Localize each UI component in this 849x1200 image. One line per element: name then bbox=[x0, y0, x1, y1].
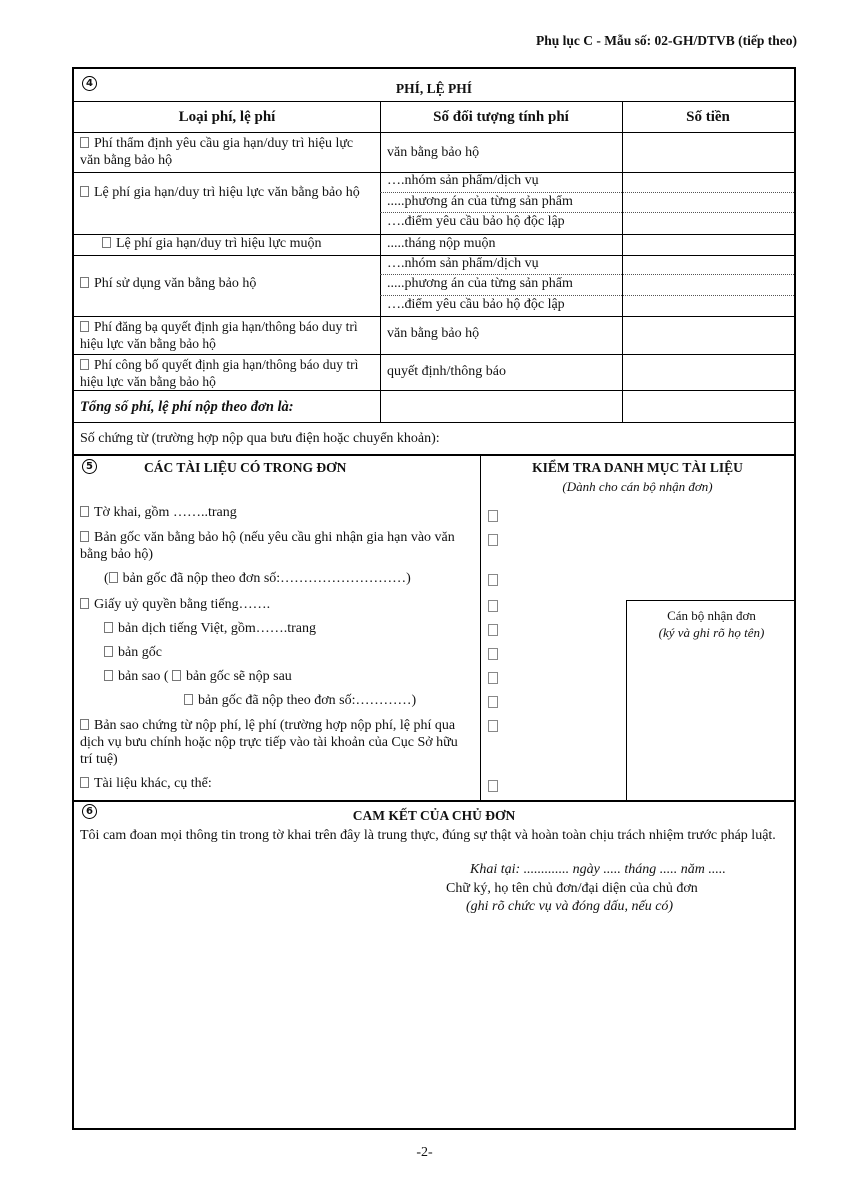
commitment-signature: Chữ ký, họ tên chủ đơn/đại diện của chủ đơn bbox=[446, 881, 698, 896]
officer-note: (ký và ghi rõ họ tên) bbox=[658, 625, 765, 640]
doc-original-submitted: ( bản gốc đã nộp theo đơn số:………………………) bbox=[104, 571, 411, 586]
fee-row-4-count-1: ….nhóm sản phẩm/dịch vụ bbox=[387, 256, 539, 271]
check-receipt-copy-box[interactable] bbox=[488, 720, 498, 737]
doc-original-submitted-checkbox[interactable] bbox=[109, 572, 118, 583]
doc-later-checkbox[interactable] bbox=[172, 670, 181, 681]
fee-row-4: Phí sử dụng văn bằng bảo hộ bbox=[80, 276, 375, 292]
fee-row-5-count: văn bằng bảo hộ bbox=[387, 326, 480, 341]
check-translation-box[interactable] bbox=[488, 624, 498, 641]
doc-original-checkbox[interactable] bbox=[80, 531, 89, 542]
form-frame bbox=[72, 67, 796, 1130]
fees-title: PHÍ, LỆ PHÍ bbox=[395, 81, 473, 96]
doc-translation-checkbox[interactable] bbox=[104, 622, 113, 633]
fee-row-6: Phí công bố quyết định gia hạn/thông báo duy trì hiệu lực văn bằng bảo hộ bbox=[80, 357, 359, 389]
doc-copy: bản sao ( bản gốc sẽ nộp sau bbox=[104, 669, 292, 685]
receipt-number-label: Số chứng từ (trường hợp nộp qua bưu điện hoặc chuyển khoản): bbox=[80, 431, 440, 446]
check-poa-box[interactable] bbox=[488, 600, 498, 617]
col-count-header: Số đối tượng tính phí bbox=[433, 109, 569, 125]
fee-row-2: Lệ phí gia hạn/duy trì hiệu lực văn bằng bảo hộ bbox=[80, 184, 375, 201]
doc-receipt-copy: Bản sao chứng từ nộp phí, lệ phí (trường hợp nộp phí, lệ phí qua dịch vụ bưu chính hoặc nộp trực tiếp vào tài khoản của Cục Sở hữu trí tuệ) bbox=[80, 718, 458, 767]
fee-2-checkbox[interactable] bbox=[80, 186, 89, 197]
doc-translation: bản dịch tiếng Việt, gồm…….trang bbox=[104, 621, 316, 637]
commitment-signature-note: (ghi rõ chức vụ và đóng dấu, nếu có) bbox=[466, 899, 674, 914]
fee-1-checkbox[interactable] bbox=[80, 137, 89, 148]
fee-row-2-count-1: ….nhóm sản phẩm/dịch vụ bbox=[387, 173, 539, 188]
fee-row-4-count-2: .....phương án của từng sản phẩm bbox=[387, 276, 573, 291]
commitment-text: Tôi cam đoan mọi thông tin trong tờ khai trên đây là trung thực, đúng sự thật và hoàn toàn chịu trách nhiệm trước pháp luật. bbox=[80, 828, 776, 843]
documents-title: CÁC TÀI LIỆU CÓ TRONG ĐƠN bbox=[144, 460, 347, 475]
doc-power-of-attorney: Giấy uỷ quyền bằng tiếng……. bbox=[80, 597, 270, 613]
commitment-title: CAM KẾT CỦA CHỦ ĐƠN bbox=[352, 808, 516, 823]
check-filed-box[interactable] bbox=[488, 696, 498, 713]
fee-row-2-count-2: .....phương án của từng sản phẩm bbox=[387, 194, 573, 209]
fee-row-3: Lệ phí gia hạn/duy trì hiệu lực muộn bbox=[102, 236, 377, 252]
section-4-number: 4 bbox=[82, 75, 97, 91]
doc-other-checkbox[interactable] bbox=[80, 777, 89, 788]
doc-original: Bản gốc văn bằng bảo hộ (nếu yêu cầu ghi nhận gia hạn vào văn bằng bảo hộ) bbox=[80, 530, 455, 562]
check-other-box[interactable] bbox=[488, 780, 498, 797]
form-header: Phụ lục C - Mẫu số: 02-GH/DTVB (tiếp theo) bbox=[536, 33, 797, 48]
fee-6-checkbox[interactable] bbox=[80, 359, 89, 370]
section-6-number: 6 bbox=[82, 803, 97, 819]
doc-poa-original-checkbox[interactable] bbox=[104, 646, 113, 657]
doc-copy-checkbox[interactable] bbox=[104, 670, 113, 681]
doc-other: Tài liệu khác, cụ thể: bbox=[80, 776, 212, 792]
fee-row-1: Phí thẩm định yêu cầu gia hạn/duy trì hiệu lực văn bằng bảo hộ bbox=[80, 136, 354, 168]
fee-row-5: Phí đăng bạ quyết định gia hạn/thông báo duy trì hiệu lực văn bằng bảo hộ bbox=[80, 319, 358, 351]
fee-3-checkbox[interactable] bbox=[102, 237, 111, 248]
check-copy-box[interactable] bbox=[488, 672, 498, 689]
fee-row-3-count: .....tháng nộp muộn bbox=[387, 236, 496, 251]
col-fee-type-header: Loại phí, lệ phí bbox=[178, 109, 276, 125]
doc-filed-checkbox[interactable] bbox=[184, 694, 193, 705]
fee-row-1-count: văn bằng bảo hộ bbox=[387, 145, 480, 160]
check-list-subtitle: (Dành cho cán bộ nhận đơn) bbox=[562, 479, 713, 494]
doc-declaration-checkbox[interactable] bbox=[80, 506, 89, 517]
col-amount-header: Số tiền bbox=[686, 109, 730, 125]
check-original-box[interactable] bbox=[488, 534, 498, 551]
doc-filed: bản gốc đã nộp theo đơn số:…………) bbox=[184, 693, 416, 709]
check-declaration-box[interactable] bbox=[488, 510, 498, 527]
page-number: -2- bbox=[416, 1145, 433, 1160]
check-poa-original-box[interactable] bbox=[488, 648, 498, 665]
fee-5-checkbox[interactable] bbox=[80, 321, 89, 332]
fees-total-label: Tổng số phí, lệ phí nộp theo đơn là: bbox=[80, 399, 294, 415]
section-5-number: 5 bbox=[82, 458, 97, 474]
commitment-place-date: Khai tại: ............. ngày ..... tháng ..... năm ..... bbox=[470, 862, 726, 877]
check-list-title: KIỂM TRA DANH MỤC TÀI LIỆU bbox=[532, 460, 743, 475]
fee-row-6-count: quyết định/thông báo bbox=[387, 364, 506, 379]
doc-poa-original: bản gốc bbox=[104, 645, 162, 661]
fee-row-4-count-3: ….điểm yêu cầu bảo hộ độc lập bbox=[387, 297, 565, 312]
fee-row-2-count-3: ….điểm yêu cầu bảo hộ độc lập bbox=[387, 214, 565, 229]
doc-receipt-copy-checkbox[interactable] bbox=[80, 719, 89, 730]
doc-poa-checkbox[interactable] bbox=[80, 598, 89, 609]
doc-declaration: Tờ khai, gồm ……..trang bbox=[80, 505, 237, 521]
officer-title: Cán bộ nhận đơn bbox=[667, 608, 756, 623]
officer-box bbox=[626, 600, 796, 801]
check-original-submitted-box[interactable] bbox=[488, 574, 498, 591]
fee-4-checkbox[interactable] bbox=[80, 277, 89, 288]
